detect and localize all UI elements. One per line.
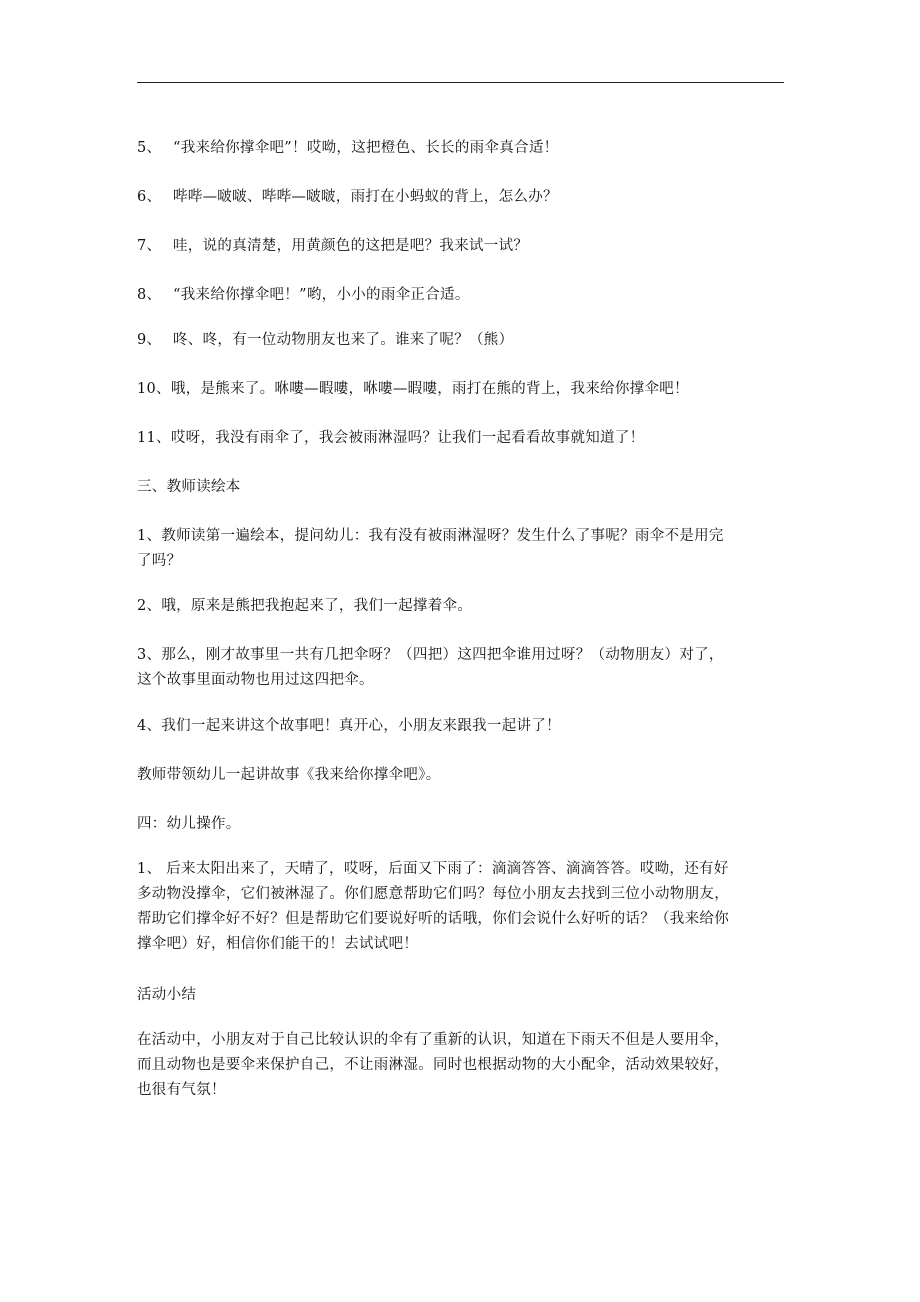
paragraph-line: 在活动中，小朋友对于自己比较认识的伞有了重新的认识，知道在下雨天不但是人要用伞，	[137, 1032, 729, 1048]
section-3-item-4	[137, 714, 787, 739]
step-text: 哇，说的真清楚，用黄颜色的这把是吧？我来试一试？	[173, 238, 529, 254]
step-11	[137, 426, 787, 451]
section-3-item-1	[137, 524, 787, 574]
step-number: 5、	[137, 140, 162, 156]
section-3-note	[137, 763, 787, 788]
step-8	[137, 283, 787, 308]
step-number: 9、	[137, 332, 162, 348]
section-3-heading: 三、教师读绘本	[137, 479, 241, 495]
step-text: 哔哔—啵啵、哔哔—啵啵，雨打在小蚂蚁的背上，怎么办？	[173, 189, 558, 205]
step-number: 8、	[137, 287, 162, 303]
paragraph-line: 撑伞吧）好，相信你们能干的！去试试吧！	[137, 936, 419, 952]
section-3-item-3	[137, 643, 787, 693]
section-4-heading: 四：幼儿操作。	[137, 816, 241, 832]
summary-body	[137, 1028, 787, 1103]
step-text: 11、哎呀，我没有雨伞了，我会被雨淋湿吗？让我们一起看看故事就知道了！	[137, 430, 645, 446]
step-7	[137, 234, 787, 259]
step-number: 6、	[137, 189, 162, 205]
step-9	[137, 328, 787, 353]
step-6	[137, 185, 787, 210]
step-5	[137, 136, 787, 161]
step-10	[137, 377, 787, 402]
section-4-item-1	[137, 857, 787, 957]
paragraph-line: 也很有气氛！	[137, 1082, 226, 1098]
section-3-item-2	[137, 594, 787, 619]
summary-heading: 活动小结	[137, 987, 197, 1003]
paragraph-line: 帮助它们撑伞好不好？但是帮助它们要说好听的话哦，你们会说什么好听的话？（我来给你	[137, 911, 729, 927]
paragraph-line: 4、我们一起来讲这个故事吧！真开心，小朋友来跟我一起讲了！	[137, 718, 561, 734]
step-text: 咚、咚，有一位动物朋友也来了。谁来了呢？（熊）	[173, 332, 514, 348]
step-text: “我来给你撑伞吧”！哎呦，这把橙色、长长的雨伞真合适！	[173, 140, 559, 156]
paragraph-line: 1、 后来太阳出来了，天晴了，哎呀，后面又下雨了：滴滴答答、滴滴答答。哎呦，还有好	[137, 861, 729, 877]
paragraph-line: 这个故事里面动物也用过这四把伞。	[137, 672, 374, 688]
paragraph-line: 多动物没撑伞，它们被淋湿了。你们愿意帮助它们吗？每位小朋友去找到三位小动物朋友，	[137, 886, 729, 902]
step-number: 7、	[137, 238, 162, 254]
paragraph-line: 了吗？	[137, 553, 182, 569]
paragraph-line: 3、那么，刚才故事里一共有几把伞呀？（四把）这四把伞谁用过呀？（动物朋友）对了，	[137, 647, 724, 663]
header-rule	[137, 82, 784, 83]
paragraph-line: 1、教师读第一遍绘本，提问幼儿：我有没有被雨淋湿呀？发生什么了事呢？雨伞不是用完	[137, 528, 724, 544]
paragraph-line: 2、哦，原来是熊把我抱起来了，我们一起撑着伞。	[137, 598, 473, 614]
paragraph-line: 而且动物也是要伞来保护自己，不让雨淋湿。同时也根据动物的大小配伞，活动效果较好，	[137, 1057, 729, 1073]
step-text: “我来给你撑伞吧！”哟，小小的雨伞正合适。	[173, 287, 470, 303]
paragraph-line: 教师带领幼儿一起讲故事《我来给你撑伞吧》。	[137, 767, 441, 783]
step-text: 10、哦，是熊来了。咻嘍—暇嘍，咻嘍—暇嘍，雨打在熊的背上，我来给你撑伞吧！	[137, 381, 689, 397]
